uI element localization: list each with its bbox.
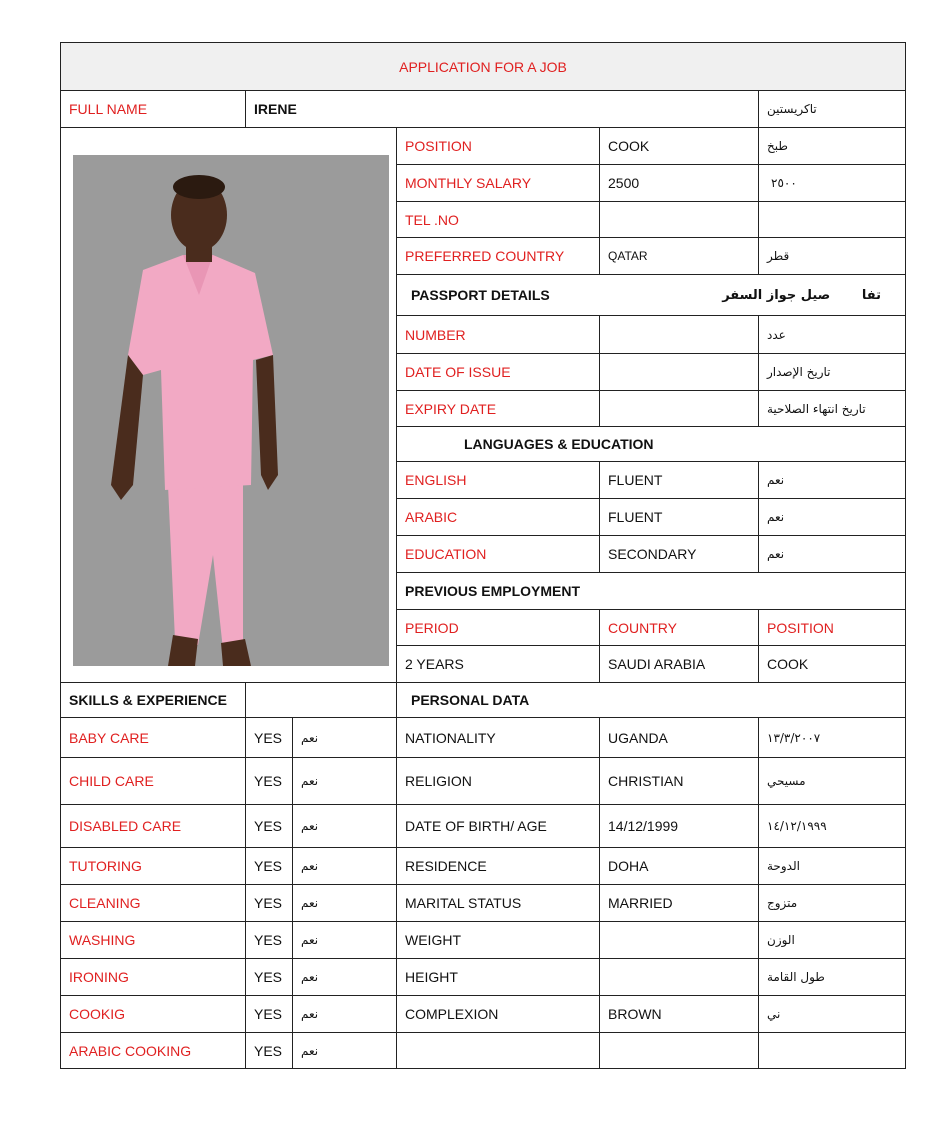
- personal-arabic: الوزن: [758, 921, 906, 959]
- issue-date-arabic: تاريخ الإصدار: [758, 353, 906, 391]
- tel-arabic: [758, 201, 906, 238]
- personal-label: MARITAL STATUS: [396, 884, 600, 922]
- issue-date-value: [599, 353, 759, 391]
- employment-heading: PREVIOUS EMPLOYMENT: [396, 572, 906, 610]
- education-arabic: نعم: [758, 535, 906, 573]
- personal-label: COMPLEXION: [396, 995, 600, 1033]
- skill-arabic: نعم: [292, 804, 397, 848]
- personal-value: CHRISTIAN: [599, 757, 759, 805]
- skill-value: YES: [245, 884, 293, 922]
- skill-arabic: نعم: [292, 995, 397, 1033]
- personal-arabic: مسيحي: [758, 757, 906, 805]
- personal-heading: PERSONAL DATA: [396, 682, 906, 718]
- personal-value: BROWN: [599, 995, 759, 1033]
- passport-heading-cell: [396, 274, 906, 316]
- skill-value: YES: [245, 995, 293, 1033]
- expiry-date-arabic: تاريخ انتهاء الصلاحية: [758, 390, 906, 427]
- employment-country: SAUDI ARABIA: [599, 645, 759, 683]
- skill-value: YES: [245, 717, 293, 758]
- personal-arabic: طول القامة: [758, 958, 906, 996]
- employment-header-position: POSITION: [758, 609, 906, 646]
- skill-label: DISABLED CARE: [60, 804, 246, 848]
- personal-arabic: ١٤/١٢/١٩٩٩: [758, 804, 906, 848]
- expiry-date-label: EXPIRY DATE: [396, 390, 600, 427]
- passport-number-arabic: عدد: [758, 315, 906, 354]
- skill-value: YES: [245, 958, 293, 996]
- skill-label: BABY CARE: [60, 717, 246, 758]
- skill-arabic: نعم: [292, 847, 397, 885]
- arabic-lang-arabic: نعم: [758, 498, 906, 536]
- employment-header-country: COUNTRY: [599, 609, 759, 646]
- english-label: ENGLISH: [396, 461, 600, 499]
- languages-heading: LANGUAGES & EDUCATION: [396, 426, 906, 462]
- issue-date-label: DATE OF ISSUE: [396, 353, 600, 391]
- skill-value: YES: [245, 757, 293, 805]
- skill-arabic: نعم: [292, 757, 397, 805]
- skill-label: TUTORING: [60, 847, 246, 885]
- personal-value: [599, 921, 759, 959]
- skill-label: CHILD CARE: [60, 757, 246, 805]
- skill-value: YES: [245, 921, 293, 959]
- tel-value: [599, 201, 759, 238]
- personal-arabic: [758, 1032, 906, 1069]
- employment-position: COOK: [758, 645, 906, 683]
- skill-label: CLEANING: [60, 884, 246, 922]
- salary-value: 2500: [599, 164, 759, 202]
- full-name-value: IRENE: [245, 90, 759, 128]
- skill-arabic: نعم: [292, 717, 397, 758]
- personal-label: HEIGHT: [396, 958, 600, 996]
- salary-arabic: ٢٥٠٠: [758, 164, 906, 202]
- country-value: QATAR: [599, 237, 759, 275]
- expiry-date-value: [599, 390, 759, 427]
- country-arabic: قطر: [758, 237, 906, 275]
- skill-label: COOKIG: [60, 995, 246, 1033]
- passport-heading-arabic: تفا صيل جواز السفر: [722, 287, 881, 303]
- full-name-label: FULL NAME: [60, 90, 246, 128]
- personal-arabic: متزوج: [758, 884, 906, 922]
- skill-label: ARABIC COOKING: [60, 1032, 246, 1069]
- skill-value: YES: [245, 804, 293, 848]
- personal-arabic: الدوحة: [758, 847, 906, 885]
- passport-number-value: [599, 315, 759, 354]
- salary-label: MONTHLY SALARY: [396, 164, 600, 202]
- skill-value: YES: [245, 1032, 293, 1069]
- personal-arabic: ني: [758, 995, 906, 1033]
- personal-value: DOHA: [599, 847, 759, 885]
- personal-label: WEIGHT: [396, 921, 600, 959]
- personal-value: 14/12/1999: [599, 804, 759, 848]
- passport-number-label: NUMBER: [396, 315, 600, 354]
- personal-label: NATIONALITY: [396, 717, 600, 758]
- applicant-photo-svg: [73, 155, 389, 666]
- skills-heading: SKILLS & EXPERIENCE: [60, 682, 246, 718]
- education-label: EDUCATION: [396, 535, 600, 573]
- education-value: SECONDARY: [599, 535, 759, 573]
- arabic-lang-value: FLUENT: [599, 498, 759, 536]
- full-name-arabic: تاكريستين: [758, 90, 906, 128]
- personal-value: UGANDA: [599, 717, 759, 758]
- position-label: POSITION: [396, 127, 600, 165]
- skill-arabic: نعم: [292, 958, 397, 996]
- arabic-lang-label: ARABIC: [396, 498, 600, 536]
- skill-arabic: نعم: [292, 921, 397, 959]
- country-label: PREFERRED COUNTRY: [396, 237, 600, 275]
- position-value: COOK: [599, 127, 759, 165]
- personal-label: DATE OF BIRTH/ AGE: [396, 804, 600, 848]
- skill-arabic: نعم: [292, 884, 397, 922]
- personal-value: MARRIED: [599, 884, 759, 922]
- personal-value: [599, 1032, 759, 1069]
- employment-period: 2 YEARS: [396, 645, 600, 683]
- personal-label: RESIDENCE: [396, 847, 600, 885]
- skill-label: IRONING: [60, 958, 246, 996]
- form-title: APPLICATION FOR A JOB: [60, 42, 906, 91]
- personal-label: [396, 1032, 600, 1069]
- skill-value: YES: [245, 847, 293, 885]
- applicant-photo: [73, 155, 389, 666]
- passport-heading: PASSPORT DETAILS: [411, 287, 550, 303]
- position-arabic: طبخ: [758, 127, 906, 165]
- personal-label: RELIGION: [396, 757, 600, 805]
- personal-heading-spacer: [245, 682, 397, 718]
- skill-label: WASHING: [60, 921, 246, 959]
- tel-label: TEL .NO: [396, 201, 600, 238]
- english-arabic: نعم: [758, 461, 906, 499]
- skill-arabic: نعم: [292, 1032, 397, 1069]
- employment-header-period: PERIOD: [396, 609, 600, 646]
- personal-arabic: ١٣/٣/٢٠٠٧: [758, 717, 906, 758]
- personal-value: [599, 958, 759, 996]
- english-value: FLUENT: [599, 461, 759, 499]
